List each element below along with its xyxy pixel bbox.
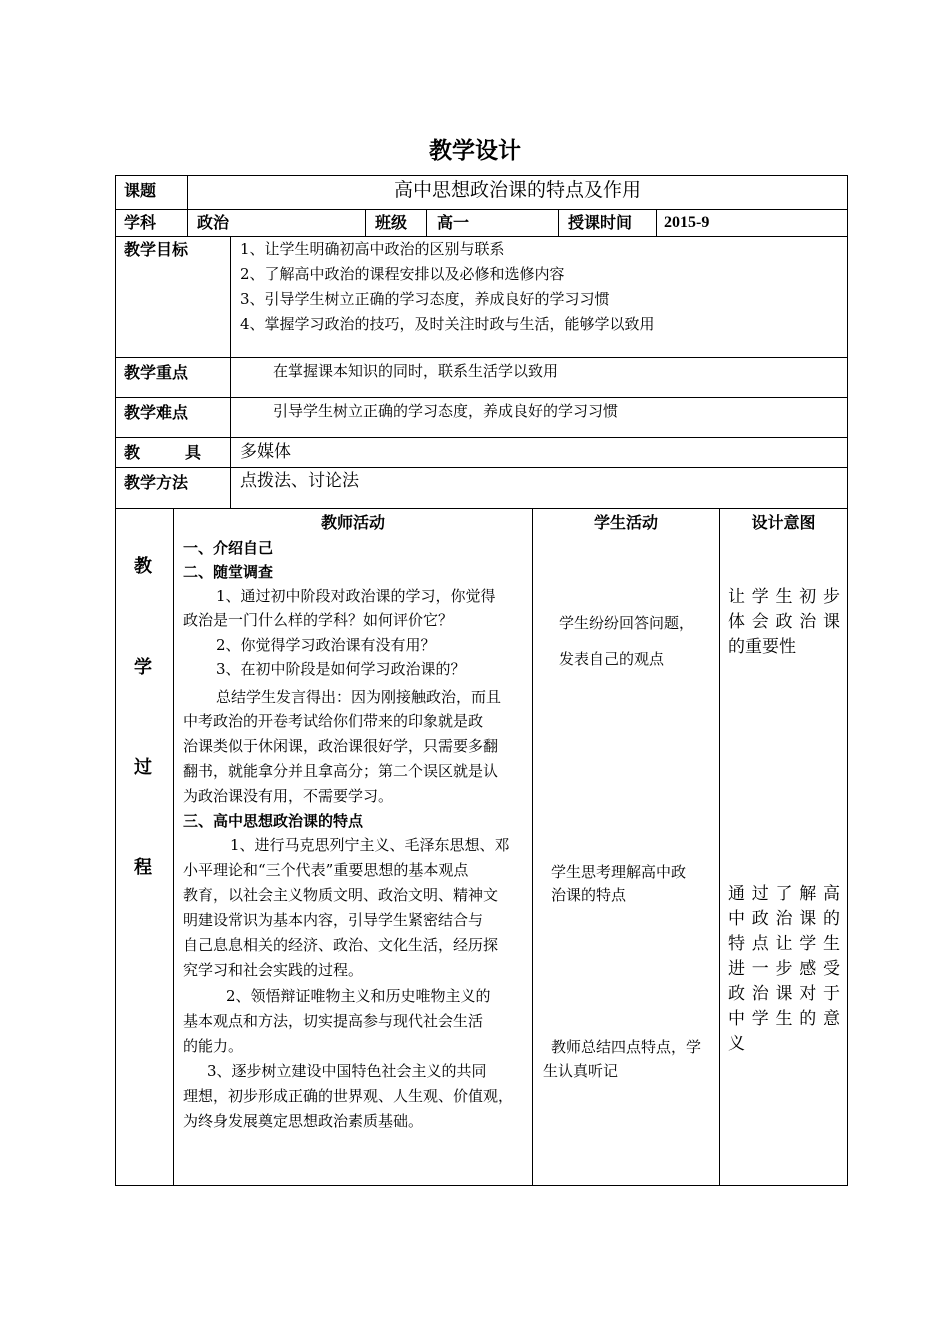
objective-item: 1、让学生明确初高中政治的区别与联系 xyxy=(240,240,505,258)
design-text: 进一步感受 xyxy=(728,959,840,979)
time-label: 授课时间 xyxy=(568,213,633,232)
col-divider xyxy=(230,357,231,397)
method-value: 点拨法、讨论法 xyxy=(240,471,359,491)
objective-item: 2、了解高中政治的课程安排以及必修和选修内容 xyxy=(240,265,565,283)
page-title: 教学设计 xyxy=(429,138,521,164)
tools-value: 多媒体 xyxy=(240,442,291,462)
subject-value: 政治 xyxy=(197,213,230,232)
design-text: 让学生初步 xyxy=(728,587,840,607)
col-divider xyxy=(230,236,231,357)
topic-label: 课题 xyxy=(124,181,157,200)
teacher-text: 2、你觉得学习政治课有没有用？ xyxy=(216,636,436,654)
section-heading: 二、随堂调查 xyxy=(183,563,274,581)
section-heading: 三、高中思想政治课的特点 xyxy=(183,812,364,830)
design-text: 中学生的意 xyxy=(728,1009,840,1029)
col-divider xyxy=(173,508,174,1185)
key-point-value: 在掌握课本知识的同时，联系生活学以致用 xyxy=(273,362,559,380)
process-side-label: 教 xyxy=(134,556,152,577)
col-divider xyxy=(719,508,720,1185)
objective-item: 3、引导学生树立正确的学习态度，养成良好的学习习惯 xyxy=(240,290,610,308)
design-intent-2 xyxy=(728,882,840,1057)
teacher-text: 小平理论和“三个代表”重要思想的基本观点 xyxy=(183,861,469,879)
col-divider xyxy=(532,508,533,1185)
row-divider xyxy=(115,209,848,210)
teacher-text: 1、通过初中阶段对政治课的学习，你觉得 xyxy=(216,587,496,605)
teacher-text: 明建设常识为基本内容，引导学生紧密结合与 xyxy=(183,911,484,929)
tools-label-2: 具 xyxy=(185,443,202,462)
student-text: 学生纷纷回答问题， xyxy=(559,614,695,632)
process-side-label: 学 xyxy=(134,657,152,678)
col-header-design: 设计意图 xyxy=(751,513,816,532)
col-header-student: 学生活动 xyxy=(593,513,658,532)
section-heading: 一、介绍自己 xyxy=(183,539,274,557)
teacher-text: 2、领悟辩证唯物主义和历史唯物主义的 xyxy=(226,987,491,1005)
col-divider xyxy=(426,209,427,236)
col-divider xyxy=(187,209,188,236)
teacher-text: 教育，以社会主义物质文明、政治文明、精神文 xyxy=(183,886,499,904)
col-divider xyxy=(230,437,231,467)
col-divider xyxy=(230,467,231,508)
objectives-label: 教学目标 xyxy=(124,240,189,259)
teacher-text: 1、进行马克思列宁主义、毛泽东思想、邓 xyxy=(230,836,510,854)
method-label: 教学方法 xyxy=(124,473,189,492)
teacher-text: 理想，初步形成正确的世界观、人生观、价值观， xyxy=(183,1087,514,1105)
col-divider xyxy=(558,209,559,236)
tools-label-1: 教 xyxy=(124,443,141,462)
student-text: 学生思考理解高中政 xyxy=(551,863,687,881)
difficulty-label: 教学难点 xyxy=(124,403,189,422)
objective-item: 4、掌握学习政治的技巧，及时关注时政与生活，能够学以致用 xyxy=(240,315,655,333)
design-text: 的重要性 xyxy=(728,637,796,657)
design-text: 中政治课的 xyxy=(728,909,840,929)
row-divider xyxy=(115,508,848,509)
topic-value: 高中思想政治课的特点及作用 xyxy=(393,179,641,201)
teacher-text: 为政治课没有用，不需要学习。 xyxy=(183,787,394,805)
difficulty-value: 引导学生树立正确的学习态度，养成良好的学习习惯 xyxy=(273,402,619,420)
design-text: 通过了解高 xyxy=(728,884,840,904)
teacher-text: 究学习和社会实践的过程。 xyxy=(183,961,364,979)
teacher-text: 翻书，就能拿分并且拿高分；第二个误区就是认 xyxy=(183,762,499,780)
col-header-teacher: 教师活动 xyxy=(320,513,385,532)
student-text: 治课的特点 xyxy=(551,886,627,904)
teacher-text: 治课类似于休闲课，政治课很好学，只需要多翻 xyxy=(183,737,499,755)
subject-label: 学科 xyxy=(124,213,157,232)
teacher-text: 为终身发展奠定思想政治素质基础。 xyxy=(183,1112,424,1130)
process-side-label: 过 xyxy=(134,757,152,778)
teacher-text: 3、在初中阶段是如何学习政治课的？ xyxy=(216,660,466,678)
teacher-text: 中考政治的开卷考试给你们带来的印象就是政 xyxy=(183,712,484,730)
design-text: 义 xyxy=(728,1034,745,1054)
student-text: 教师总结四点特点，学 xyxy=(551,1038,702,1056)
student-text: 发表自己的观点 xyxy=(559,650,665,668)
row-divider xyxy=(115,467,848,468)
col-divider xyxy=(656,209,657,236)
table-border-bottom xyxy=(115,1185,848,1186)
teacher-text: 总结学生发言得出：因为刚接触政治，而且 xyxy=(216,688,502,706)
design-text: 体会政治课 xyxy=(728,612,840,632)
table-border-right xyxy=(847,175,848,1186)
class-label: 班级 xyxy=(375,213,408,232)
row-divider xyxy=(115,437,848,438)
process-side-label: 程 xyxy=(134,857,152,878)
teacher-text: 3、逐步树立建设中国特色社会主义的共同 xyxy=(207,1062,487,1080)
row-divider xyxy=(115,357,848,358)
row-divider xyxy=(115,397,848,398)
teacher-text: 政治是一门什么样的学科？如何评价它？ xyxy=(183,611,454,629)
teacher-text: 自己息息相关的经济、政治、文化生活，经历探 xyxy=(183,936,499,954)
teacher-text: 基本观点和方法，切实提高参与现代社会生活 xyxy=(183,1012,484,1030)
col-divider xyxy=(230,397,231,437)
key-point-label: 教学重点 xyxy=(124,363,189,382)
design-text: 政治课对于 xyxy=(728,984,840,1004)
table-border-left xyxy=(115,175,116,1186)
student-text: 生认真听记 xyxy=(543,1062,619,1080)
design-intent-1 xyxy=(728,585,840,660)
design-text: 特点让学生 xyxy=(728,934,840,954)
teacher-text: 的能力。 xyxy=(183,1037,244,1055)
time-value: 2015-9 xyxy=(664,214,710,231)
col-divider xyxy=(365,209,366,236)
class-value: 高一 xyxy=(437,213,470,232)
